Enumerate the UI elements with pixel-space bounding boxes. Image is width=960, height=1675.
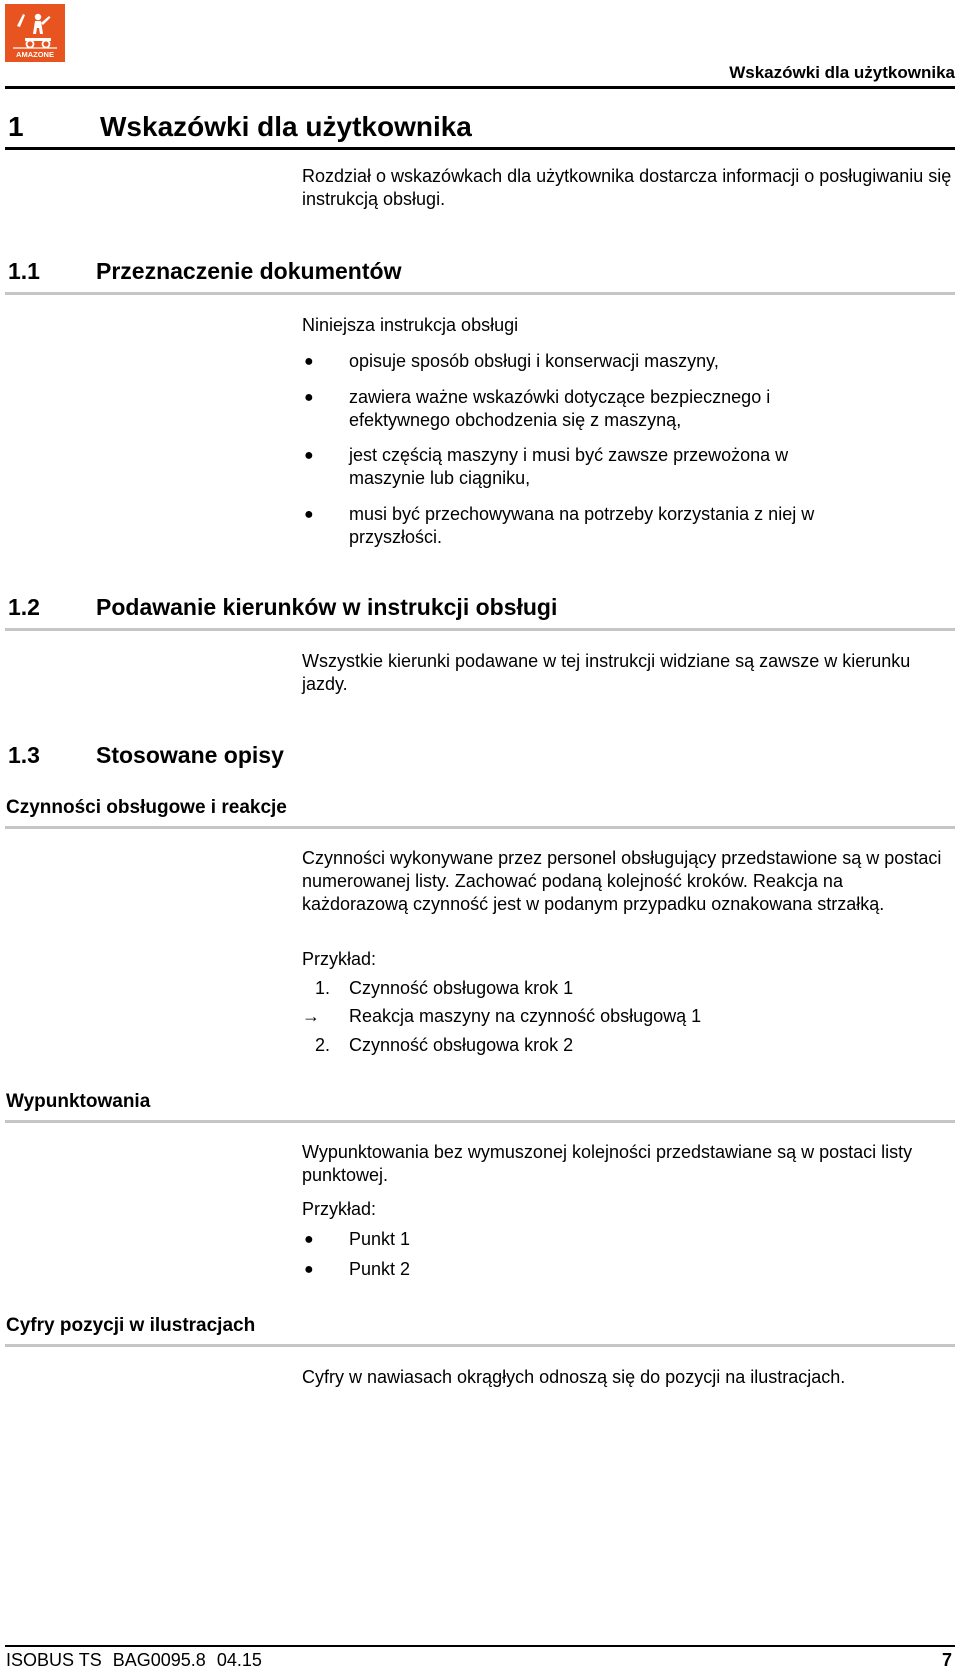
section-rule <box>5 628 955 631</box>
bullet-icon: ● <box>304 389 314 406</box>
list-item-text: Punkt 2 <box>349 1259 411 1279</box>
page-number: 7 <box>941 1650 952 1670</box>
example-label: Przykład: <box>302 1199 377 1219</box>
chapter-rule <box>5 147 955 150</box>
step-item <box>302 977 952 1000</box>
section-1-2-text: Wszystkie kierunki podawane w tej instrukcji widziane są zawsze w kierunku jazdy. <box>302 651 911 694</box>
section-1-2-title: Podawanie kierunków w instrukcji obsługi <box>96 594 558 620</box>
arrow-right-icon: → <box>302 1006 320 1026</box>
list-item <box>302 386 952 432</box>
list-item <box>302 1258 952 1281</box>
footer-product: ISOBUS TS <box>6 1650 102 1670</box>
list-item-text: Punkt 1 <box>349 1229 411 1249</box>
step-text: Czynność obsługowa krok 2 <box>349 1035 574 1055</box>
section-1-3-number: 1.3 <box>8 742 40 768</box>
step-text: Reakcja maszyny na czynność obsługową 1 <box>349 1006 702 1026</box>
footer-date: 04.15 <box>216 1650 262 1670</box>
list-item-text: zawiera ważne wskazówki dotyczące bezpiecznego i efektywnego obchodzenia się z maszyną, <box>349 387 771 430</box>
running-title: Wskazówki dla użytkownika <box>729 63 955 82</box>
step-number: 1. <box>315 978 331 998</box>
amazone-logo-icon <box>5 4 65 62</box>
bullet-icon: ● <box>304 506 314 523</box>
list-item-text: opisuje sposób obsługi i konserwacji maszyny, <box>349 351 719 371</box>
subsection-rule <box>5 826 955 829</box>
list-item <box>302 503 952 549</box>
list-item <box>302 350 952 373</box>
bullet-icon: ● <box>304 447 314 464</box>
example-label: Przykład: <box>302 949 377 969</box>
section-1-2-number: 1.2 <box>8 594 40 620</box>
section-1-1-lead: Niniejsza instrukcja obsługi <box>302 315 519 335</box>
subsection-heading: Czynności obsługowe i reakcje <box>6 797 287 818</box>
section-1-3-heading <box>8 742 284 769</box>
list-item <box>302 1228 952 1251</box>
section-1-1-number: 1.1 <box>8 258 40 284</box>
bullet-icon: ● <box>304 1261 314 1278</box>
subsection-rule <box>5 1344 955 1347</box>
subsection-heading: Wypunktowania <box>6 1091 151 1112</box>
logo-text: AMAZONE <box>16 50 54 59</box>
chapter-number: 1 <box>8 111 24 142</box>
step-item <box>302 1005 952 1028</box>
footer-rule <box>5 1645 955 1647</box>
bullet-icon: ● <box>304 1231 314 1248</box>
footer-doc-code: BAG0095.8 <box>112 1650 206 1670</box>
bullet-icon: ● <box>304 353 314 370</box>
step-number: 2. <box>315 1035 331 1055</box>
chapter-title: Wskazówki dla użytkownika <box>100 111 472 142</box>
step-text: Czynność obsługowa krok 1 <box>349 978 574 998</box>
subsection-heading: Cyfry pozycji w ilustracjach <box>6 1315 256 1336</box>
section-1-1-heading <box>8 258 401 285</box>
chapter-heading <box>8 111 472 143</box>
list-item-text: musi być przechowywana na potrzeby korzystania z niej w przyszłości. <box>349 504 815 547</box>
subsection-text: Czynności wykonywane przez personel obsługujący przedstawione są w postaci numerowanej listy. Zachować podaną kolejność kroków. Reakcja na każdorazową czynność jest w podanym przypadku oznakowana strzałką. <box>302 848 942 914</box>
list-item-text: jest częścią maszyny i musi być zawsze przewożona w maszynie lub ciągniku, <box>349 445 789 488</box>
list-item <box>302 444 952 490</box>
section-1-1-title: Przeznaczenie dokumentów <box>96 258 402 284</box>
footer-doc-info <box>6 1650 268 1671</box>
header-rule <box>5 86 955 89</box>
amazone-logo <box>5 4 65 62</box>
section-rule <box>5 292 955 295</box>
step-item <box>302 1034 952 1057</box>
subsection-text: Wypunktowania bez wymuszonej kolejności przedstawiane są w postaci listy punktowej. <box>302 1142 913 1185</box>
section-1-2-heading <box>8 594 557 621</box>
chapter-intro: Rozdział o wskazówkach dla użytkownika dostarcza informacji o posługiwaniu się instrukcją obsługi. <box>302 166 952 209</box>
subsection-text: Cyfry w nawiasach okrągłych odnoszą się do pozycji na ilustracjach. <box>302 1367 846 1387</box>
section-1-3-title: Stosowane opisy <box>96 742 284 768</box>
subsection-rule <box>5 1120 955 1123</box>
